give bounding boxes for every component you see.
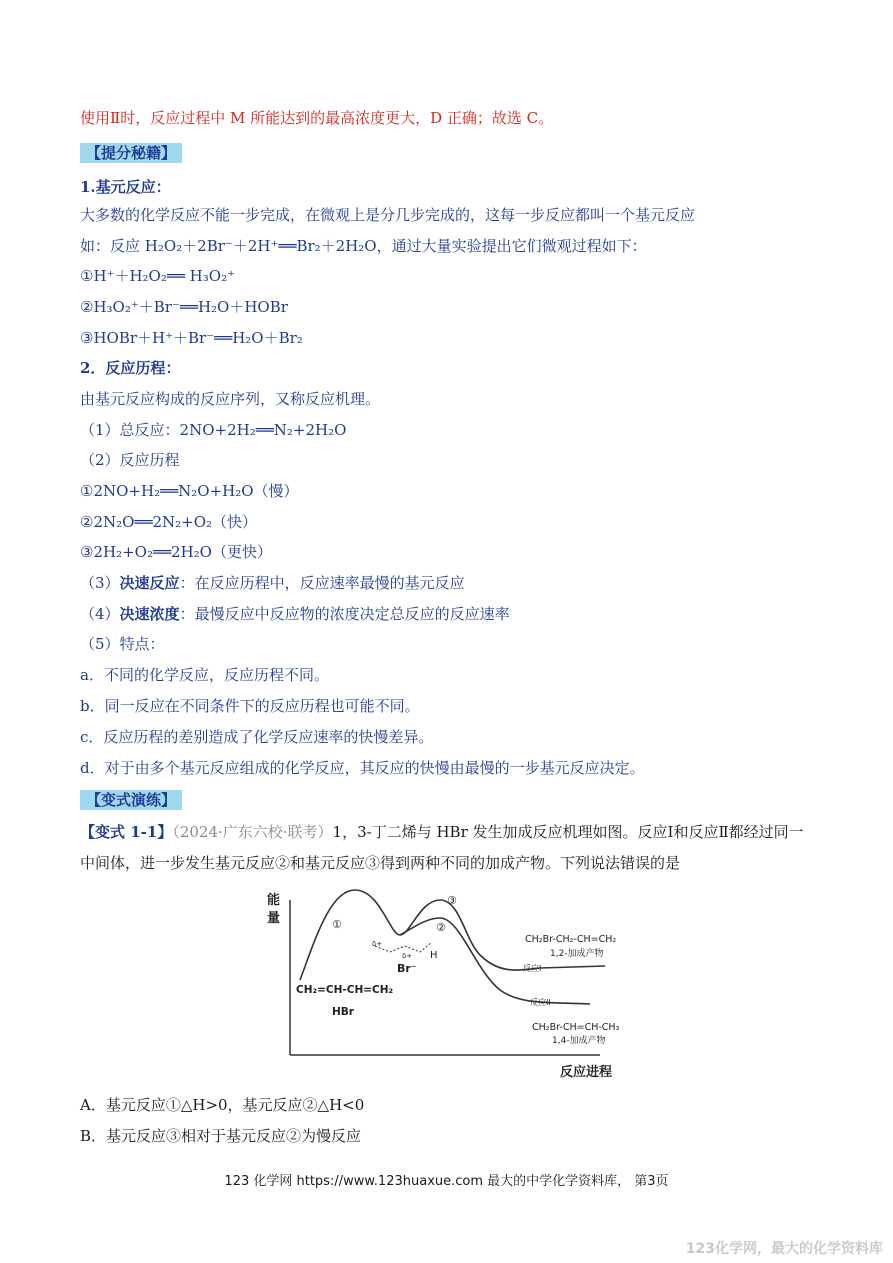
key-point-4-term: 决速浓度 (119, 605, 180, 623)
intermediate-h: H (430, 950, 438, 961)
product-14-formula: CH₂Br-CH=CH-CH₃ (532, 1022, 620, 1033)
path-label-2: 反应II (530, 998, 551, 1007)
intermediate-delta-2: δ+ (402, 952, 413, 960)
feature-b: b．同一反应在不同条件下的反应历程也可能不同。 (80, 697, 420, 715)
heading-reaction-history: 2．反应历程： (80, 359, 181, 377)
question-source: （2024·广东六校·联考） (172, 823, 333, 841)
step-3: ③HOBr＋H⁺＋Br⁻══H₂O＋Br₂ (80, 329, 303, 347)
x-axis-label: 反应进程 (560, 1065, 613, 1080)
paragraph-definition: 大多数的化学反应不能一步完成，在微观上是分几步完成的，这每一步反应都叫一个基元反应 (80, 206, 696, 224)
product-14-name: 1,4-加成产物 (552, 1036, 606, 1046)
section-practice-label: 【变式演练】 (80, 790, 182, 810)
mark-3: ③ (447, 894, 457, 907)
history-label: （2）反应历程 (80, 451, 180, 469)
example-post: ，通过大量实验提出它们微观过程如下： (376, 237, 647, 255)
key-point-3-text: ：在反应历程中，反应速率最慢的基元反应 (179, 574, 465, 592)
reactant-butadiene: CH₂=CH-CH=CH₂ (296, 984, 394, 996)
feature-a: a．不同的化学反应，反应历程不同。 (80, 666, 329, 684)
total-equation: 2NO+2H₂══N₂+2H₂O (179, 421, 347, 439)
question-tag: 【变式 1-1】 (80, 823, 173, 841)
example-equation: H₂O₂＋2Br⁻＋2H⁺══Br₂＋2H₂O (144, 237, 377, 255)
y-axis-label-1: 能 (267, 893, 281, 908)
history-step-2: ②2N₂O══2N₂+O₂（快） (80, 513, 258, 531)
answer-line: 使用Ⅱ时，反应过程中 M 所能达到的最高浓度更大，D 正确；故选 C。 (80, 109, 554, 127)
option-b: B．基元反应③相对于基元反应②为慢反应 (80, 1127, 362, 1145)
mark-1: ① (332, 918, 342, 931)
path-label-1: 反应I (523, 964, 542, 973)
example-pre: 如：反应 (80, 237, 145, 255)
question-line-2: 中间体，进一步发生基元反应②和基元反应③得到两种不同的加成产物。下列说法错误的是 (80, 854, 681, 872)
option-a: A．基元反应①△H>0，基元反应②△H<0 (80, 1096, 365, 1114)
key-point-3-num: （3） (80, 574, 120, 592)
total-label: （1）总反应： (80, 421, 180, 439)
y-axis-label-2: 量 (267, 911, 281, 926)
energy-diagram (260, 880, 640, 1080)
question-text-1: 1，3-丁二烯与 HBr 发生加成反应机理如图。反应Ⅰ和反应Ⅱ都经过同一 (332, 823, 804, 841)
total-reaction (80, 420, 346, 440)
section-tips (80, 143, 182, 163)
key-point-4-text: ：最慢反应中反应物的浓度决定总反应的反应速率 (179, 605, 510, 623)
key-point-5: （5）特点： (80, 635, 165, 653)
key-point-4 (80, 604, 510, 624)
reactant-hbr: HBr (332, 1006, 354, 1018)
feature-d: d．对于由多个基元反应组成的化学反应，其反应的快慢由最慢的一步基元反应决定。 (80, 759, 645, 777)
product-12-formula: CH₂Br-CH₂-CH=CH₂ (525, 934, 617, 945)
history-step-3: ③2H₂+O₂══2H₂O（更快） (80, 543, 272, 561)
step-1: ①H⁺＋H₂O₂══ H₃O₂⁺ (80, 267, 236, 285)
key-point-3-term: 决速反应 (119, 574, 180, 592)
mark-2: ② (436, 921, 446, 934)
path-reaction-2 (400, 918, 590, 1004)
key-point-3 (80, 573, 465, 593)
section-practice (80, 790, 182, 810)
feature-c: c．反应历程的差别造成了化学反应速率的快慢差异。 (80, 728, 434, 746)
page-footer: 123 化学网 https://www.123huaxue.com 最大的中学化学资料库， 第3页 (224, 1174, 669, 1189)
step-2: ②H₃O₂⁺＋Br⁻══H₂O＋HOBr (80, 298, 288, 316)
section-tips-label: 【提分秘籍】 (80, 143, 182, 163)
intermediate-br: Br⁻ (397, 962, 417, 975)
paragraph-example (80, 236, 647, 256)
intermediate-structure (375, 942, 432, 952)
question-line-1 (80, 822, 804, 842)
paragraph-mechanism: 由基元反应构成的反应序列，又称反应机理。 (80, 390, 381, 408)
product-12-name: 1,2-加成产物 (550, 949, 604, 959)
key-point-4-num: （4） (80, 605, 120, 623)
heading-elementary-reaction: 1.基元反应： (80, 178, 171, 196)
history-step-1: ①2NO+H₂══N₂O+H₂O（慢） (80, 482, 299, 500)
intermediate-delta-1: δ+ (372, 940, 383, 948)
watermark: 123化学网，最大的化学资料库 (685, 1241, 883, 1257)
